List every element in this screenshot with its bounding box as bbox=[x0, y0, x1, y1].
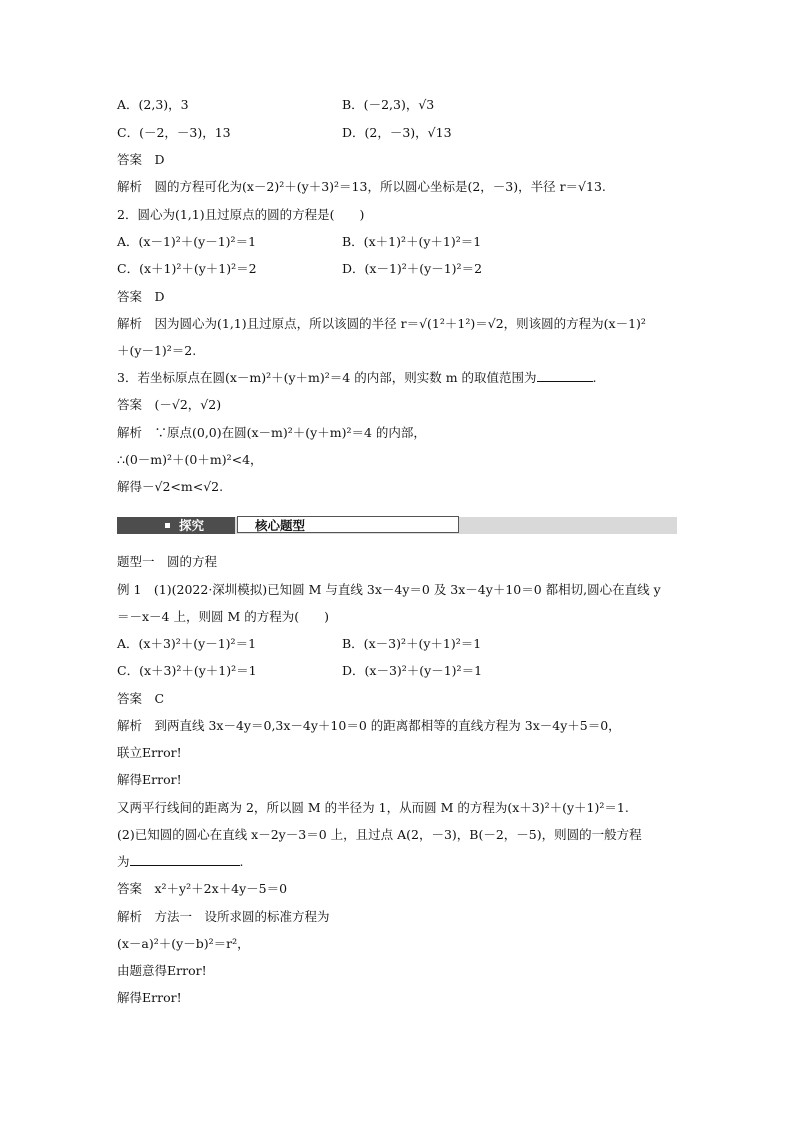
option-d: D．(2，－3)，√13 bbox=[342, 125, 452, 140]
option-c: C．(－2，－3)，13 bbox=[117, 125, 231, 140]
answer-label: 答案 x²＋y²＋2x＋4y－5＝0 bbox=[117, 881, 288, 896]
fill-blank bbox=[130, 853, 240, 866]
example-1-text-cont: ＝－x－4 上，则圆 M 的方程为( ) bbox=[117, 609, 329, 624]
analysis-text: 又两平行线间的距离为 2，所以圆 M 的半径为 1，从而圆 M 的方程为(x＋3)²＋(y＋1)²＝1. bbox=[117, 800, 629, 815]
analysis-text-cont: ＋(y－1)²＝2. bbox=[117, 343, 197, 358]
answer-label: 答案 C bbox=[117, 691, 165, 706]
analysis-text: 解析 方法一 设所求圆的标准方程为 bbox=[117, 909, 330, 924]
option-b: B．(x－3)²＋(y＋1)²＝1 bbox=[342, 636, 482, 651]
option-a: A．(x－1)²＋(y－1)²＝1 bbox=[117, 234, 257, 249]
square-bullet-icon bbox=[165, 523, 170, 528]
analysis-step: 联立Error! bbox=[117, 745, 182, 760]
analysis-step: 由题意得Error! bbox=[117, 963, 207, 978]
topic-heading: 题型一 圆的方程 bbox=[117, 554, 218, 569]
question-3 bbox=[117, 369, 597, 387]
banner-title: 探究 bbox=[179, 518, 205, 533]
answer-label: 答案 D bbox=[117, 152, 165, 167]
analysis-step: 解得Error! bbox=[117, 990, 182, 1005]
option-d: D．(x－3)²＋(y－1)²＝1 bbox=[342, 663, 483, 678]
option-d: D．(x－1)²＋(y－1)²＝2 bbox=[342, 261, 483, 276]
question-2: 2．圆心为(1,1)且过原点的圆的方程是( ) bbox=[117, 207, 365, 222]
fill-blank bbox=[537, 369, 593, 382]
example-1-part-2: (2)已知圆的圆心在直线 x－2y－3＝0 上，且过点 A(2，－3)，B(－2，－5)，则圆的一般方程 bbox=[117, 827, 642, 842]
analysis-text: 解析 因为圆心为(1,1)且过原点，所以该圆的半径 r＝√(1²＋1²)＝√2，则该圆的方程为(x－1)² bbox=[117, 316, 646, 331]
question-3-end: . bbox=[592, 370, 597, 385]
option-c: C．(x＋1)²＋(y＋1)²＝2 bbox=[117, 261, 257, 276]
answer-label: 答案 D bbox=[117, 289, 165, 304]
answer-label: 答案 (－√2，√2) bbox=[117, 397, 222, 412]
analysis-step: 解得Error! bbox=[117, 772, 182, 787]
blank-prefix: 为 bbox=[117, 854, 130, 869]
example-1-text: 例 1 (1)(2022·深圳模拟)已知圆 M 与直线 3x－4y＝0 及 3x－4y＋10＝0 都相切,圆心在直线 y bbox=[117, 582, 661, 597]
option-a: A．(2,3)，3 bbox=[117, 97, 189, 112]
banner-dark-block bbox=[117, 517, 235, 534]
option-c: C．(x＋3)²＋(y＋1)²＝1 bbox=[117, 663, 257, 678]
analysis-text: 解析 ∵原点(0,0)在圆(x－m)²＋(y＋m)²＝4 的内部， bbox=[117, 425, 426, 440]
section-banner bbox=[117, 513, 677, 535]
analysis-step: (x－a)²＋(y－b)²＝r²， bbox=[117, 936, 250, 951]
analysis-step: ∴(0－m)²＋(0＋m)²<4， bbox=[117, 452, 263, 467]
banner-subtitle: 核心题型 bbox=[255, 518, 306, 533]
option-b: B．(－2,3)，√3 bbox=[342, 97, 435, 112]
example-1-part-2-cont bbox=[117, 853, 244, 871]
analysis-result: 解得－√2<m<√2. bbox=[117, 479, 224, 494]
analysis-text: 解析 到两直线 3x－4y＝0,3x－4y＋10＝0 的距离都相等的直线方程为 3x－4y＋5＝0， bbox=[117, 718, 621, 733]
option-a: A．(x＋3)²＋(y－1)²＝1 bbox=[117, 636, 257, 651]
option-b: B．(x＋1)²＋(y＋1)²＝1 bbox=[342, 234, 482, 249]
analysis-text: 解析 圆的方程可化为(x－2)²＋(y＋3)²＝13，所以圆心坐标是(2，－3)，半径 r＝√13. bbox=[117, 179, 606, 194]
blank-end: . bbox=[239, 854, 244, 869]
question-3-text: 3．若坐标原点在圆(x－m)²＋(y＋m)²＝4 的内部，则实数 m 的取值范围为 bbox=[117, 370, 537, 385]
